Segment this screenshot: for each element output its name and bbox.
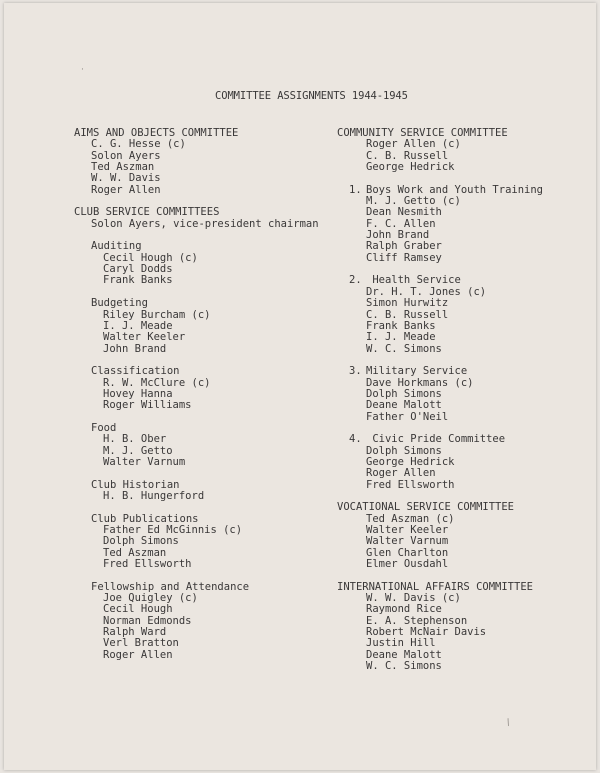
page-title: COMMITTEE ASSIGNMENTS 1944-1945	[215, 90, 408, 102]
member-name: John Brand	[103, 342, 167, 355]
member-name: Justin Hill	[366, 637, 436, 650]
member-name: Ralph Ward	[103, 626, 167, 639]
blank-line	[74, 468, 319, 479]
member-name: W. W. Davis	[91, 172, 161, 185]
subcommittee-heading	[337, 434, 543, 445]
member-name: Ted Aszman	[91, 161, 155, 174]
subcommittee-heading: Auditing	[91, 240, 142, 253]
member-name: Solon Ayers, vice-president chairman	[91, 217, 319, 230]
member-name: Fred Ellsworth	[366, 478, 455, 491]
subcommittee-label: Boys Work and Youth Training	[366, 183, 544, 196]
member-name: Walter Keeler	[103, 331, 186, 344]
member-name: H. B. Hungerford	[103, 490, 205, 502]
document-page	[4, 3, 596, 770]
subcommittee-heading	[337, 366, 543, 377]
member-name: W. W. Davis (c)	[366, 592, 461, 605]
subcommittee-heading: Food	[91, 421, 117, 434]
member-name: R. W. McClure (c)	[103, 376, 211, 389]
member-name: Roger Allen	[91, 183, 161, 196]
committee-heading: VOCATIONAL SERVICE COMMITTEE	[337, 501, 515, 514]
member-name: Ralph Graber	[366, 240, 442, 253]
committee-heading: COMMUNITY SERVICE COMMITTEE	[337, 127, 508, 139]
member-name: Solon Ayers	[91, 149, 161, 162]
member-name: Riley Burcham (c)	[103, 308, 211, 321]
member-name: Deane Malott	[366, 648, 442, 661]
member-name: Dave Horkmans (c)	[366, 376, 474, 389]
member-name: Frank Banks	[103, 274, 173, 287]
item-number: 3.	[349, 365, 362, 378]
item-number: 1.	[349, 183, 362, 196]
member-name: C. G. Hesse (c)	[91, 138, 186, 151]
member-name: Simon Hurwitz	[366, 297, 449, 310]
member-name: Roger Williams	[103, 399, 192, 412]
member-name: H. B. Ober	[103, 433, 167, 446]
committee-heading: CLUB SERVICE COMMITTEES	[74, 206, 220, 219]
subcommittee-heading: Club Publications	[91, 512, 199, 525]
member-name: Raymond Rice	[366, 603, 442, 616]
member-name: I. J. Meade	[103, 319, 173, 332]
member-name: Verl Bratton	[103, 637, 179, 650]
member-name: M. J. Getto (c)	[366, 195, 461, 208]
member-name: George Hedrick	[366, 455, 455, 468]
subcommittee-label: Health Service	[366, 274, 461, 287]
member-name: Deane Malott	[366, 399, 442, 412]
member-name: Walter Varnum	[103, 455, 186, 468]
member-name: Elmer Ousdahl	[366, 558, 449, 571]
subcommittee-heading: Classification	[91, 365, 180, 378]
member-name: E. A. Stephenson	[366, 614, 468, 627]
member-name: Dolph Simons	[103, 535, 179, 548]
member-name: John Brand	[366, 229, 430, 242]
member-name: Dolph Simons	[366, 387, 442, 400]
member-name: Cecil Hough (c)	[103, 251, 198, 264]
member-name: Cliff Ramsey	[366, 251, 442, 264]
pencil-mark: /	[505, 717, 512, 729]
right-column	[337, 128, 543, 673]
member-name: Ted Aszman	[103, 546, 167, 559]
subcommittee-label: Civic Pride Committee	[366, 433, 506, 446]
item-number: 4.	[349, 433, 362, 446]
member-name: C. B. Russell	[366, 149, 449, 162]
subcommittee-heading: Club Historian	[91, 478, 180, 491]
member-name: Walter Keeler	[366, 524, 449, 537]
member-name: George Hedrick	[366, 161, 455, 174]
committee-heading: AIMS AND OBJECTS COMMITTEE	[74, 127, 239, 139]
member-name: Norman Edmonds	[103, 614, 192, 627]
member-name: Roger Allen	[366, 467, 436, 480]
left-column	[74, 128, 319, 661]
member-name: Caryl Dodds	[103, 263, 173, 276]
member-name: C. B. Russell	[366, 308, 449, 321]
subcommittee-label: Military Service	[366, 365, 468, 378]
blank-line	[74, 502, 319, 513]
member-name: Fred Ellsworth	[103, 558, 192, 571]
member-name: Father O'Neil	[366, 410, 449, 423]
member-name: Roger Allen (c)	[366, 138, 461, 151]
member-name: Roger Allen	[103, 648, 173, 661]
paper-speck: ·	[81, 65, 84, 75]
member-name: Walter Varnum	[366, 535, 449, 548]
member-name: Dr. H. T. Jones (c)	[366, 285, 487, 298]
member-name: I. J. Meade	[366, 331, 436, 344]
subcommittee-heading: Fellowship and Attendance	[91, 580, 250, 593]
member-name: W. C. Simons	[366, 660, 442, 673]
member-name: F. C. Allen	[366, 217, 436, 230]
member-name: Hovey Hanna	[103, 387, 173, 400]
member-name: Dean Nesmith	[366, 206, 442, 219]
member-name: Cecil Hough	[103, 603, 173, 616]
member-name: Father Ed McGinnis (c)	[103, 524, 243, 537]
member-name: Joe Quigley (c)	[103, 592, 198, 605]
member-name: Dolph Simons	[366, 444, 442, 457]
member-name: Frank Banks	[366, 319, 436, 332]
committee-heading: INTERNATIONAL AFFAIRS COMMITTEE	[337, 580, 533, 593]
member-name: Robert McNair Davis	[366, 626, 487, 639]
member-name: Ted Aszman (c)	[366, 512, 455, 525]
subcommittee-heading: Budgeting	[91, 297, 148, 310]
member-name: Glen Charlton	[366, 546, 449, 559]
item-number: 2.	[349, 274, 362, 287]
member-name: W. C. Simons	[366, 342, 442, 355]
member-name: M. J. Getto	[103, 444, 173, 457]
